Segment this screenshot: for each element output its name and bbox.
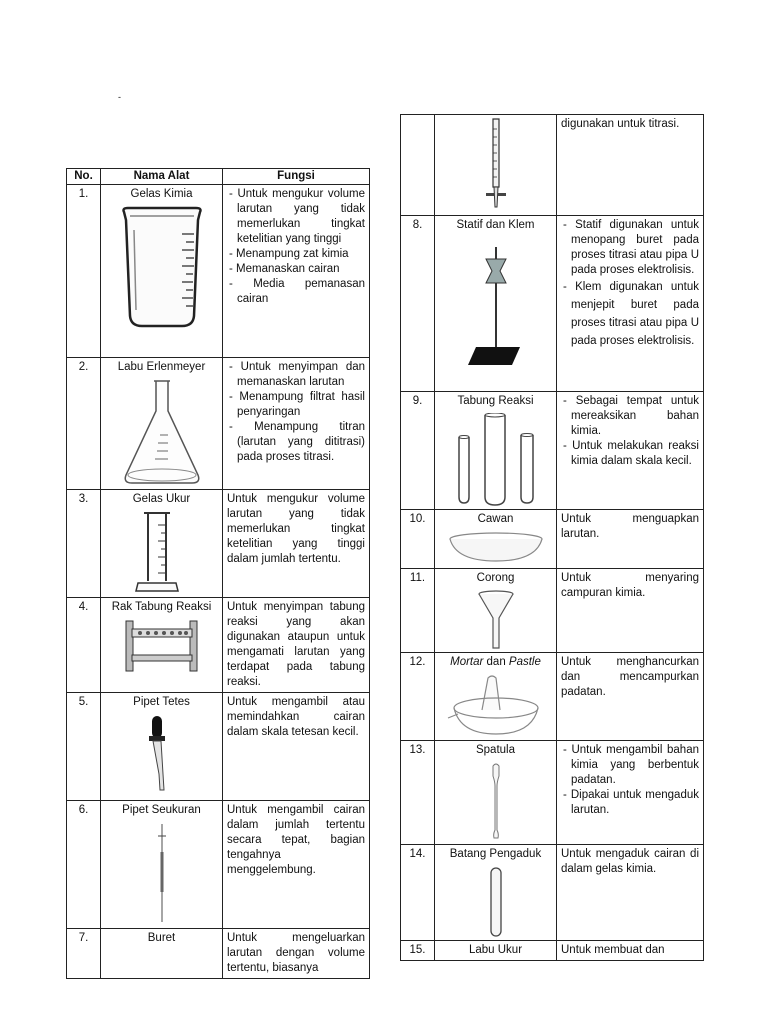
tool-name: Rak Tabung Reaksi bbox=[111, 601, 212, 613]
function-item: - Untuk mengambil bahan kimia yang berbentuk padatan. bbox=[563, 744, 699, 786]
row-tool-cell bbox=[101, 490, 223, 598]
row-function-cell: Untuk membuat dan bbox=[557, 941, 704, 961]
table-row bbox=[67, 358, 370, 490]
row-number: 1. bbox=[67, 185, 101, 358]
row-function-cell bbox=[223, 185, 370, 358]
row-tool-cell bbox=[435, 392, 557, 510]
header-name: Nama Alat bbox=[101, 169, 223, 185]
table-header-row bbox=[67, 169, 370, 185]
table-row bbox=[401, 569, 704, 653]
row-number: 7. bbox=[67, 929, 101, 979]
row-function-cell: Untuk mengeluarkan larutan dengan volume tertentu, biasanya bbox=[223, 929, 370, 979]
right-table bbox=[400, 114, 704, 961]
row-number: 8. bbox=[401, 216, 435, 392]
header-no: No. bbox=[67, 169, 101, 185]
tool-name: Gelas Kimia bbox=[130, 188, 193, 200]
tool-name: Pipet Tetes bbox=[133, 696, 190, 708]
tool-name: Gelas Ukur bbox=[132, 493, 191, 505]
stirring-rod-icon bbox=[489, 866, 503, 938]
tool-name: Buret bbox=[101, 929, 223, 979]
tool-name: Statif dan Klem bbox=[456, 219, 535, 231]
erlenmeyer-flask-icon bbox=[120, 379, 204, 487]
table-row bbox=[401, 392, 704, 510]
row-tool-cell bbox=[101, 801, 223, 929]
header-fn: Fungsi bbox=[223, 169, 370, 185]
function-item: - Memanaskan cairan bbox=[229, 263, 340, 275]
table-row bbox=[67, 490, 370, 598]
table-row bbox=[401, 115, 704, 216]
function-item: - Untuk menyimpan dan memanaskan larutan bbox=[229, 361, 366, 388]
table-row bbox=[401, 653, 704, 741]
function-item: - Statif digunakan untuk menopang buret pada proses titrasi atau pipa U pada proses elektrolisis. bbox=[563, 219, 699, 276]
row-number: 5. bbox=[67, 693, 101, 801]
row-tool-cell bbox=[101, 185, 223, 358]
burette-icon bbox=[481, 117, 511, 213]
row-tool-cell bbox=[435, 569, 557, 653]
row-number: 9. bbox=[401, 392, 435, 510]
row-number: 11. bbox=[401, 569, 435, 653]
row-number: 10. bbox=[401, 510, 435, 569]
row-tool-cell bbox=[435, 510, 557, 569]
tool-name: Labu Ukur bbox=[435, 941, 557, 961]
row-function-cell: Untuk menyaring campuran kimia. bbox=[557, 569, 704, 653]
row-number: 4. bbox=[67, 598, 101, 693]
row-function-cell bbox=[557, 392, 704, 510]
tool-name: Batang Pengaduk bbox=[449, 848, 542, 860]
table-row bbox=[67, 929, 370, 979]
mortar-pestle-icon bbox=[446, 674, 546, 738]
row-tool-cell bbox=[101, 693, 223, 801]
tool-name: Mortar dan Pastle bbox=[450, 656, 541, 668]
table-row bbox=[401, 941, 704, 961]
table-row bbox=[67, 801, 370, 929]
row-function-cell: Untuk menyimpan tabung reaksi yang akan digunakan ataupun untuk mengamati larutan yang terdapat pada tabung reaksi. bbox=[223, 598, 370, 693]
row-function-cell: Untuk mengukur volume larutan yang tidak memerlukan tingkat ketelitian yang tinggi dalam jumlah tertentu. bbox=[223, 490, 370, 598]
row-function-cell: digunakan untuk titrasi. bbox=[557, 115, 704, 216]
function-item: - Media pemanasan cairan bbox=[229, 278, 365, 305]
evaporating-dish-icon bbox=[446, 531, 546, 565]
dropper-pipette-icon bbox=[142, 714, 182, 794]
row-number: 13. bbox=[401, 741, 435, 845]
function-item: - Menampung zat kimia bbox=[229, 248, 349, 260]
row-number: 15. bbox=[401, 941, 435, 961]
row-tool-cell bbox=[435, 216, 557, 392]
row-number: 12. bbox=[401, 653, 435, 741]
function-item: - Untuk melakukan reaksi kimia dalam skala kecil. bbox=[563, 440, 699, 467]
function-item: - Klem digunakan untuk menjepit buret pada proses titrasi atau pipa U pada proses elektrolisis. bbox=[563, 281, 699, 347]
table-row bbox=[401, 845, 704, 941]
stray-mark: - bbox=[118, 92, 121, 102]
row-function-cell bbox=[557, 216, 704, 392]
function-item: - Menampung titran (larutan yang dititrasi) pada proses titrasi. bbox=[229, 421, 365, 463]
test-tubes-icon bbox=[451, 413, 541, 507]
beaker-icon bbox=[120, 206, 204, 330]
function-item: - Sebagai tempat untuk mereaksikan bahan kimia. bbox=[563, 395, 699, 437]
function-item: - Dipakai untuk mengaduk larutan. bbox=[563, 789, 699, 816]
tool-name: Labu Erlenmeyer bbox=[117, 361, 206, 373]
row-function-cell: Untuk mengambil cairan dalam jumlah tertentu secara tepat, bagian tengahnya menggelembung. bbox=[223, 801, 370, 929]
table-row bbox=[401, 510, 704, 569]
row-function-cell: Untuk menguapkan larutan. bbox=[557, 510, 704, 569]
row-function-cell: Untuk menghancurkan dan mencampurkan padatan. bbox=[557, 653, 704, 741]
row-number: 2. bbox=[67, 358, 101, 490]
row-number: 14. bbox=[401, 845, 435, 941]
row-number: 3. bbox=[67, 490, 101, 598]
test-tube-rack-icon bbox=[124, 619, 200, 675]
row-function-cell: Untuk mengaduk cairan di dalam gelas kimia. bbox=[557, 845, 704, 941]
spatula-icon bbox=[488, 762, 504, 842]
row-function-cell: Untuk mengambil atau memindahkan cairan dalam skala tetesan kecil. bbox=[223, 693, 370, 801]
tool-name: Tabung Reaksi bbox=[457, 395, 534, 407]
table-row bbox=[67, 598, 370, 693]
table-row bbox=[401, 216, 704, 392]
funnel-icon bbox=[476, 590, 516, 650]
row-tool-cell bbox=[101, 598, 223, 693]
table-row bbox=[67, 185, 370, 358]
row-function-cell bbox=[557, 741, 704, 845]
left-table bbox=[66, 168, 370, 979]
table-row bbox=[401, 741, 704, 845]
stand-clamp-icon bbox=[466, 243, 526, 373]
row-tool-cell bbox=[101, 358, 223, 490]
row-number bbox=[401, 115, 435, 216]
tool-name: Pipet Seukuran bbox=[122, 804, 201, 816]
row-tool-cell bbox=[435, 845, 557, 941]
volumetric-pipette-icon bbox=[152, 822, 172, 926]
row-function-cell bbox=[223, 358, 370, 490]
function-item: - Untuk mengukur volume larutan yang tidak memerlukan tingkat ketelitian yang tinggi bbox=[229, 188, 365, 245]
tool-name: Corong bbox=[476, 572, 515, 584]
row-tool-cell bbox=[435, 115, 557, 216]
row-tool-cell bbox=[435, 741, 557, 845]
tool-name: Spatula bbox=[475, 744, 515, 756]
row-number: 6. bbox=[67, 801, 101, 929]
tool-name: Cawan bbox=[477, 513, 514, 525]
graduated-cylinder-icon bbox=[132, 511, 192, 595]
function-item: - Menampung filtrat hasil penyaringan bbox=[229, 391, 365, 418]
row-tool-cell bbox=[435, 653, 557, 741]
table-row bbox=[67, 693, 370, 801]
